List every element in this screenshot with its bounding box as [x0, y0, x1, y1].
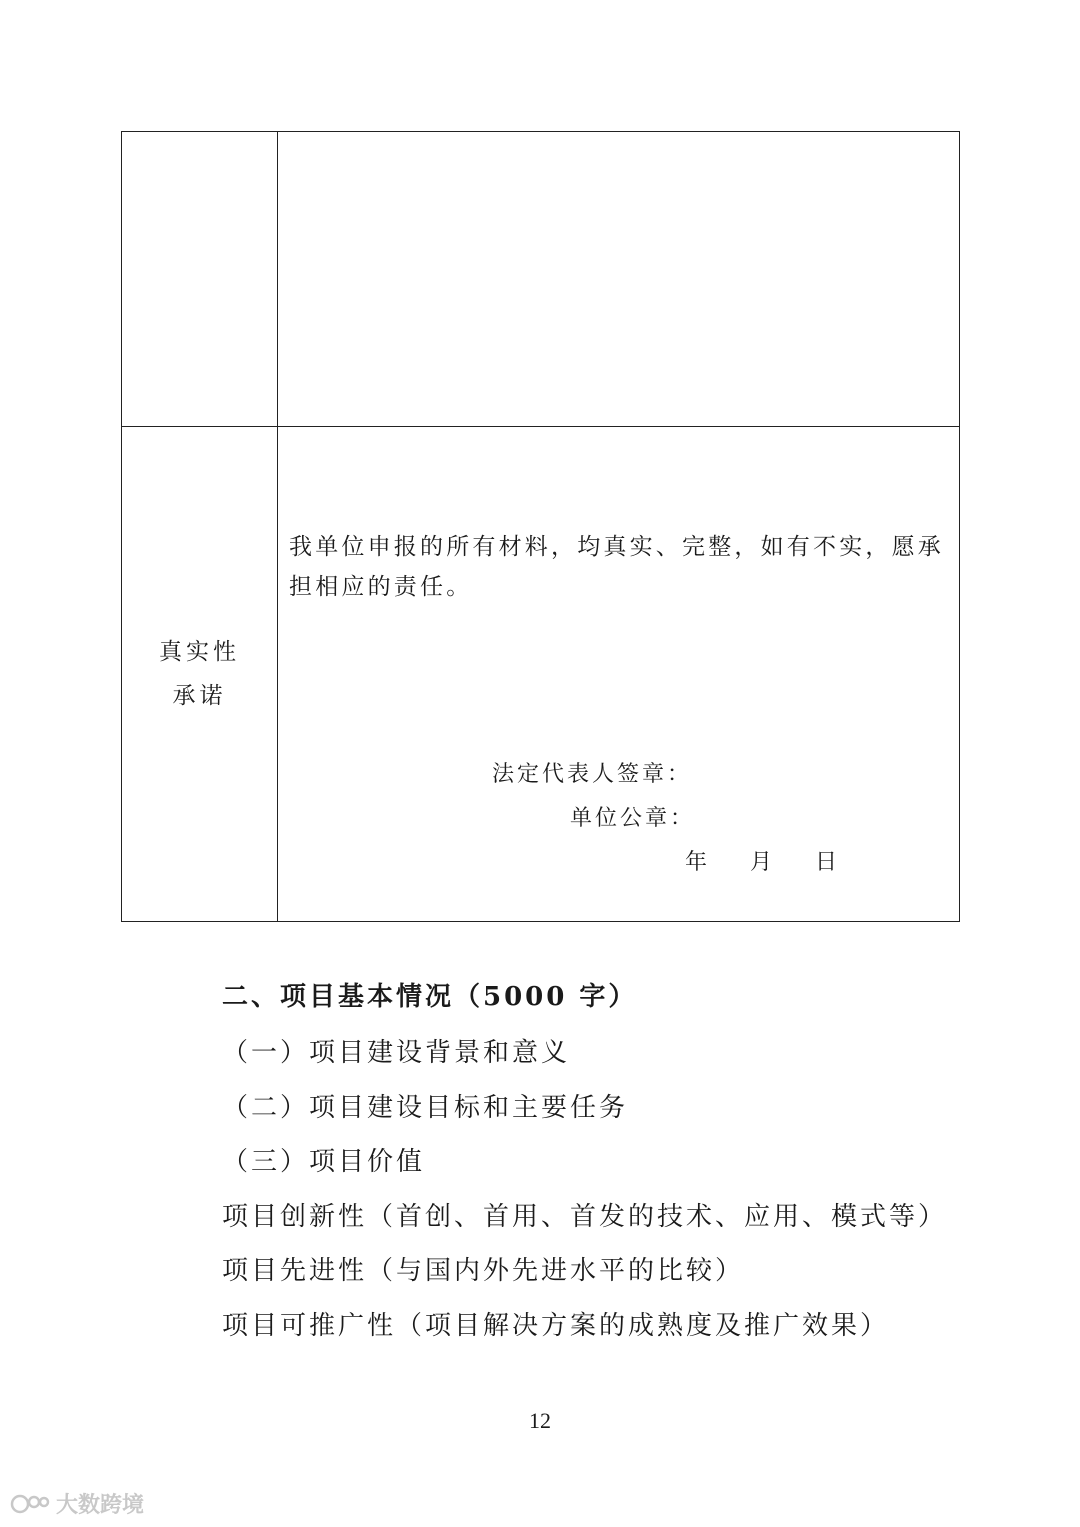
outline-item: （二）项目建设目标和主要任务	[222, 1093, 629, 1123]
pledge-label-line2: 承诺	[172, 683, 227, 709]
outline-item: 项目创新性（首创、首用、首发的技术、应用、模式等）	[222, 1202, 948, 1232]
outline-item: 项目可推广性（项目解决方案的成熟度及推广效果）	[222, 1311, 890, 1341]
pledge-label-cell	[122, 427, 277, 921]
unit-seal-label: 单位公章：	[570, 806, 696, 831]
declaration-table	[121, 131, 960, 922]
watermark	[10, 1488, 144, 1519]
pledge-label-line1: 真实性	[159, 639, 240, 665]
legal-rep-signature-label: 法定代表人签章：	[492, 762, 693, 787]
date-line: 年 月 日	[685, 850, 840, 875]
column-divider	[277, 427, 278, 921]
table-row-blank	[122, 132, 959, 427]
outline-item: （一）项目建设背景和意义	[222, 1038, 571, 1068]
outline-item: （三）项目价值	[222, 1147, 426, 1177]
column-divider	[277, 132, 278, 426]
watermark-text: 大数跨境	[56, 1493, 145, 1518]
outline-item: 项目先进性（与国内外先进水平的比较）	[222, 1256, 745, 1286]
table-row-pledge	[122, 427, 959, 921]
section-heading: 二、项目基本情况（5000 字）	[222, 982, 638, 1012]
page-number: 12	[529, 1408, 551, 1433]
brand-logo-icon	[10, 1492, 50, 1516]
pledge-statement: 我单位申报的所有材料，均真实、完整，如有不实，愿承担相应的责任。	[289, 534, 944, 600]
